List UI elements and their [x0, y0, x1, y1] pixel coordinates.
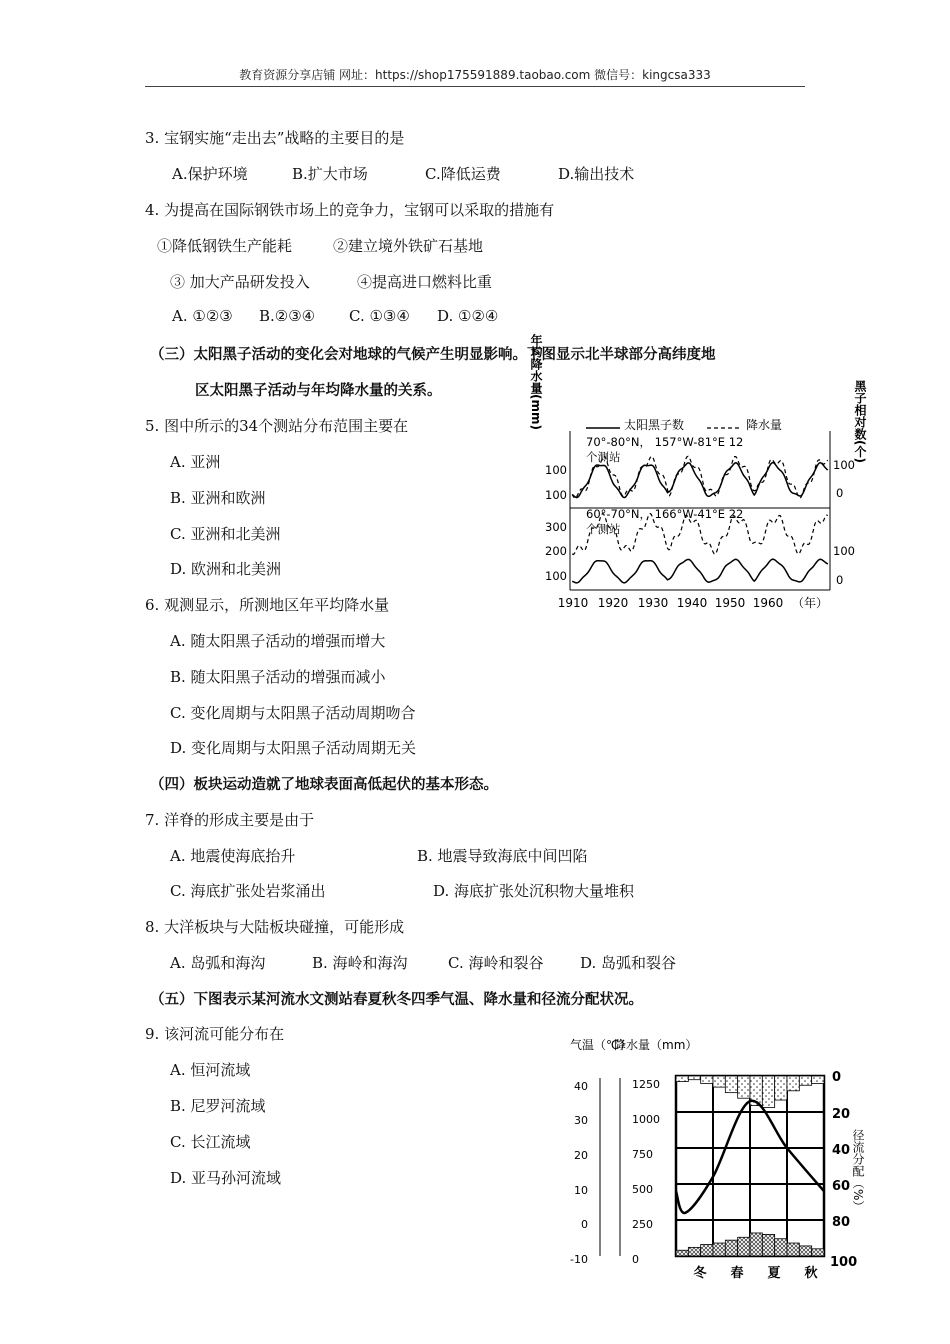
x-unit: （年）	[791, 596, 829, 610]
q6-option-c[interactable]: C. 变化周期与太阳黑子活动周期吻合	[170, 704, 416, 722]
precipitation-bar	[812, 1249, 824, 1256]
q4-option-d[interactable]: D. ①②④	[437, 307, 499, 325]
precipitation-bar	[713, 1243, 725, 1256]
panel1-label-1: 70°-80°N， 157°W-81°E 12	[586, 435, 744, 449]
header-divider	[145, 86, 805, 87]
section4-intro: （四）板块运动造就了地球表面高低起伏的基本形态。	[150, 777, 498, 793]
q7-stem: 7. 洋脊的形成主要是由于	[145, 811, 315, 829]
runoff-bar	[725, 1076, 737, 1093]
runoff-axis-label: 径流分配（%）	[851, 1129, 865, 1213]
runoff-tick: 80	[832, 1215, 851, 1230]
q4-item-4: ④提高进口燃料比重	[357, 273, 493, 291]
section5-intro: （五）下图表示某河流水文测站春夏秋冬四季气温、降水量和径流分配状况。	[150, 992, 643, 1008]
q5-stem: 5. 图中所示的34个测站分布范围主要在	[145, 417, 409, 435]
q4-option-c[interactable]: C. ①③④	[349, 307, 410, 325]
precipitation-bar	[750, 1233, 762, 1256]
precip-axis-label: 降水量（mm）	[614, 1038, 698, 1052]
q5-option-a[interactable]: A. 亚洲	[170, 453, 221, 471]
q3-stem: 3. 宝钢实施“走出去”战略的主要目的是	[145, 129, 405, 147]
p1-right-tick: 0	[836, 486, 844, 500]
x-tick: 1920	[597, 596, 629, 610]
q9-option-a[interactable]: A. 恒河流域	[170, 1061, 251, 1079]
precipitation-bar	[787, 1243, 799, 1256]
precipitation-bar	[738, 1237, 750, 1256]
precipitation-bar	[775, 1239, 787, 1256]
x-tick: 1950	[714, 596, 746, 610]
q4-option-b[interactable]: B.②③④	[259, 307, 316, 325]
precip-tick: 750	[632, 1148, 653, 1161]
p2-right-tick: 100	[833, 544, 855, 558]
q9-option-c[interactable]: C. 长江流域	[170, 1133, 251, 1151]
temp-tick: 40	[574, 1080, 588, 1093]
precip-tick: 1250	[632, 1078, 660, 1091]
x-tick: 1960	[752, 596, 784, 610]
runoff-bar	[812, 1076, 824, 1083]
q4-item-2: ②建立境外铁矿石基地	[333, 237, 484, 255]
p1-left-tick: 100	[545, 488, 567, 502]
runoff-bar	[676, 1076, 688, 1082]
runoff-bar	[688, 1076, 700, 1080]
runoff-tick: 20	[832, 1107, 851, 1122]
q3-option-b[interactable]: B.扩大市场	[292, 165, 368, 183]
runoff-bar	[787, 1076, 799, 1091]
precipitation-bar	[701, 1244, 713, 1256]
precipitation-bar	[676, 1250, 688, 1256]
temp-tick: -10	[570, 1253, 588, 1266]
x-tick: 1940	[676, 596, 708, 610]
q4-option-a[interactable]: A. ①②③	[172, 307, 233, 325]
temp-axis-label: 气温（℃）	[570, 1038, 632, 1052]
q6-stem: 6. 观测显示，所测地区年平均降水量	[145, 596, 390, 614]
q8-option-b[interactable]: B. 海岭和海沟	[312, 954, 408, 972]
q9-option-b[interactable]: B. 尼罗河流域	[170, 1097, 266, 1115]
season-label: 冬	[693, 1266, 707, 1281]
season-label: 夏	[767, 1266, 781, 1281]
q9-stem: 9. 该河流可能分布在	[145, 1025, 285, 1043]
season-label: 春	[730, 1266, 744, 1281]
runoff-bar	[701, 1076, 713, 1083]
runoff-tick: 100	[830, 1255, 858, 1270]
q7-option-d[interactable]: D. 海底扩张处沉积物大量堆积	[433, 882, 635, 900]
q4-stem: 4. 为提高在国际钢铁市场上的竞争力，宝钢可以采取的措施有	[145, 201, 555, 219]
runoff-tick: 40	[832, 1143, 851, 1158]
legend-sunspot: 太阳黑子数	[624, 418, 685, 432]
season-label: 秋	[804, 1266, 818, 1281]
runoff-tick: 60	[832, 1179, 851, 1194]
legend-precip: 降水量	[746, 418, 783, 432]
q7-option-b[interactable]: B. 地震导致海底中间凹陷	[417, 847, 588, 865]
section3-intro-line1: （三）太阳黑子活动的变化会对地球的气候产生明显影响。下图显示北半球部分高纬度地	[150, 347, 716, 363]
q4-item-3: ③ 加大产品研发投入	[170, 273, 310, 291]
runoff-bar	[775, 1076, 787, 1100]
panel1-sunspot-line	[572, 463, 828, 498]
climate-runoff-chart	[560, 1034, 865, 1284]
temp-tick: 20	[574, 1149, 588, 1162]
q5-option-d[interactable]: D. 欧洲和北美洲	[170, 560, 282, 578]
q6-option-b[interactable]: B. 随太阳黑子活动的增强而减小	[170, 668, 386, 686]
q8-option-d[interactable]: D. 岛弧和裂谷	[580, 954, 677, 972]
p2-right-tick: 0	[836, 573, 844, 587]
runoff-bar	[738, 1076, 750, 1098]
p2-left-tick: 200	[545, 544, 567, 558]
q5-option-c[interactable]: C. 亚洲和北美洲	[170, 525, 281, 543]
section3-intro-line2: 区太阳黑子活动与年均降水量的关系。	[195, 383, 442, 399]
temp-tick: 30	[574, 1114, 588, 1127]
panel1-label-2: 个测站	[586, 450, 621, 464]
runoff-bar	[799, 1076, 811, 1085]
q6-option-a[interactable]: A. 随太阳黑子活动的增强而增大	[170, 632, 386, 650]
q9-option-d[interactable]: D. 亚马孙河流域	[170, 1169, 282, 1187]
q8-option-a[interactable]: A. 岛弧和海沟	[170, 954, 266, 972]
q5-option-b[interactable]: B. 亚洲和欧洲	[170, 489, 266, 507]
q3-option-a[interactable]: A.保护环境	[172, 165, 248, 183]
q7-option-a[interactable]: A. 地震使海底抬升	[170, 847, 296, 865]
precipitation-bar	[799, 1246, 811, 1256]
x-tick: 1910	[557, 596, 589, 610]
temp-tick: 0	[581, 1218, 588, 1231]
precip-tick: 250	[632, 1218, 653, 1231]
right-axis-label: 黑子相对数(个)	[853, 380, 867, 463]
precipitation-bar	[762, 1234, 774, 1256]
panel2-label-2: 个测站	[586, 522, 621, 536]
precipitation-bar	[725, 1240, 737, 1256]
sunspot-precipitation-chart	[520, 334, 875, 618]
q3-option-d[interactable]: D.输出技术	[558, 165, 635, 183]
runoff-bar	[713, 1076, 725, 1087]
p1-left-tick: 100	[545, 463, 567, 477]
precip-tick: 1000	[632, 1113, 660, 1126]
runoff-tick: 0	[832, 1070, 842, 1085]
temp-tick: 10	[574, 1184, 588, 1197]
panel2-sunspot-line	[572, 559, 828, 583]
x-tick: 1930	[637, 596, 669, 610]
q3-option-c[interactable]: C.降低运费	[425, 165, 501, 183]
page-header: 教育资源分享店铺 网址：https://shop175591889.taobao.com 微信号：kingcsa333	[239, 68, 711, 82]
precip-tick: 500	[632, 1183, 653, 1196]
q8-stem: 8. 大洋板块与大陆板块碰撞，可能形成	[145, 918, 405, 936]
q6-option-d[interactable]: D. 变化周期与太阳黑子活动周期无关	[170, 739, 417, 757]
p1-right-tick: 100	[833, 458, 855, 472]
q7-option-c[interactable]: C. 海底扩张处岩浆涌出	[170, 882, 326, 900]
precipitation-bar	[688, 1247, 700, 1256]
q8-option-c[interactable]: C. 海岭和裂谷	[448, 954, 544, 972]
left-axis-label: 年均降水量(mm)	[529, 334, 543, 430]
q4-item-1: ①降低钢铁生产能耗	[157, 237, 293, 255]
precip-tick: 0	[632, 1253, 639, 1266]
p2-left-tick: 300	[545, 520, 567, 534]
p2-left-tick: 100	[545, 569, 567, 583]
panel2-label-1: 60°-70°N， 166°W-41°E 22	[586, 507, 744, 521]
runoff-bar	[762, 1076, 774, 1107]
